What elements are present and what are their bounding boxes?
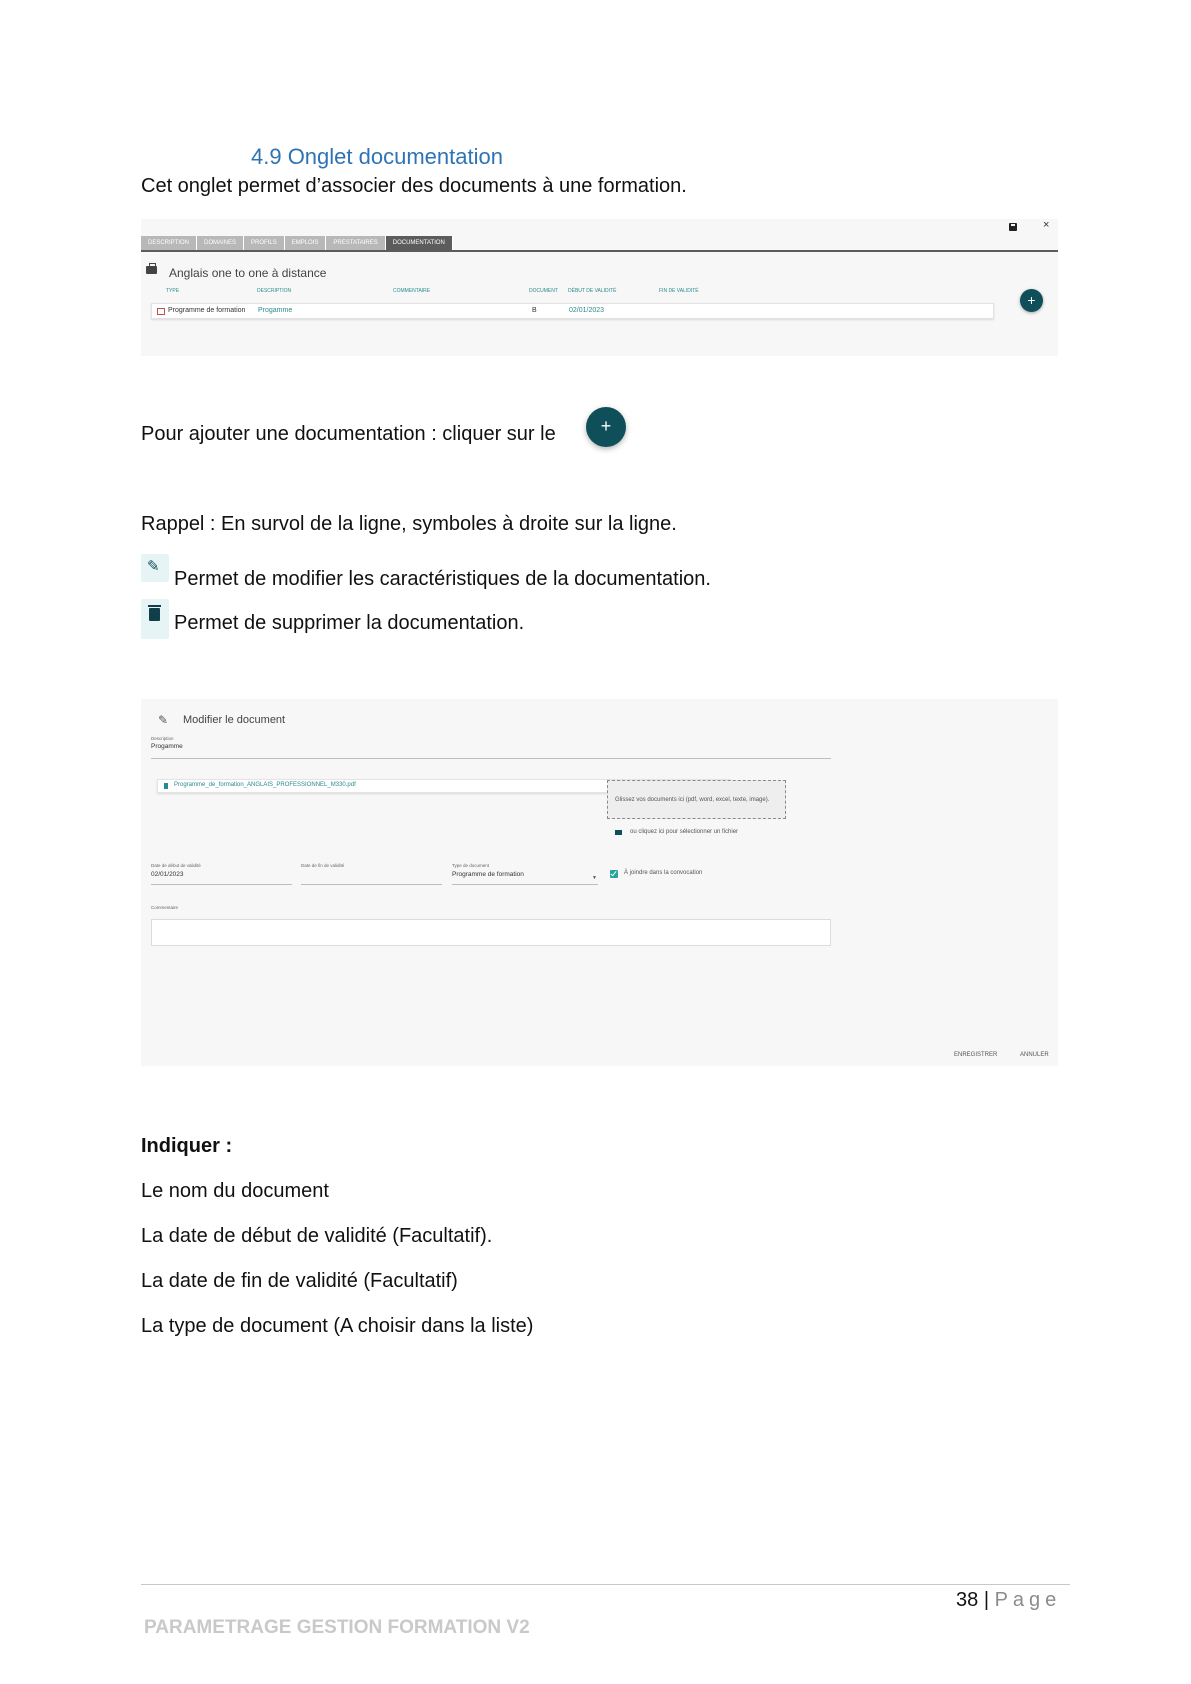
tab-prestataires[interactable]: PRESTATAIRES bbox=[326, 236, 385, 250]
formation-title: Anglais one to one à distance bbox=[169, 266, 327, 280]
trash-icon bbox=[141, 599, 169, 639]
start-date-input[interactable]: 02/01/2023 bbox=[151, 871, 184, 878]
column-header-document[interactable]: DOCUMENT bbox=[529, 288, 558, 294]
tab-underline bbox=[141, 250, 1058, 252]
tab-bar bbox=[141, 236, 453, 250]
edit-description: Permet de modifier les caractéristiques de la documentation. bbox=[174, 568, 711, 590]
doc-type-label: Type de document bbox=[452, 863, 490, 868]
tab-profils[interactable]: PROFILS bbox=[244, 236, 285, 250]
indiquer-title: Indiquer : bbox=[141, 1135, 233, 1157]
file-icon bbox=[164, 783, 168, 789]
join-convocation-label: À joindre dans la convocation bbox=[624, 870, 703, 876]
indiquer-item: La date de début de validité (Facultatif). bbox=[141, 1225, 493, 1247]
file-dropzone[interactable] bbox=[607, 780, 786, 819]
tab-documentation[interactable]: DOCUMENTATION bbox=[386, 236, 453, 250]
edit-document-screenshot bbox=[141, 699, 1058, 1066]
dropzone-text: Glissez vos documents ici (pdf, word, excel, texte, image). bbox=[615, 797, 770, 803]
end-date-underline bbox=[301, 884, 442, 885]
delete-description: Permet de supprimer la documentation. bbox=[174, 612, 525, 634]
footer-divider bbox=[141, 1584, 1070, 1585]
doc-type-underline bbox=[452, 884, 598, 885]
cell-description: Progamme bbox=[258, 307, 293, 314]
tab-description[interactable]: DESCRIPTION bbox=[141, 236, 197, 250]
column-header-debut[interactable]: DÉBUT DE VALIDITÉ bbox=[568, 288, 617, 294]
pencil-icon: ✎ bbox=[158, 713, 169, 727]
reminder-text: Rappel : En survol de la ligne, symboles à droite sur la ligne. bbox=[141, 513, 677, 535]
folder-icon[interactable] bbox=[615, 830, 622, 835]
add-document-button[interactable]: + bbox=[1020, 289, 1043, 312]
comment-label: Commentaire bbox=[151, 905, 179, 910]
description-label: Description bbox=[151, 736, 174, 741]
join-convocation-checkbox[interactable] bbox=[610, 870, 618, 878]
column-header-description[interactable]: DESCRIPTION bbox=[257, 288, 292, 294]
doc-type-select[interactable]: Programme de formation bbox=[452, 871, 524, 878]
description-underline bbox=[151, 758, 831, 759]
cell-document[interactable]: B bbox=[532, 307, 537, 314]
close-icon[interactable]: × bbox=[1043, 219, 1050, 231]
indiquer-item: Le nom du document bbox=[141, 1180, 329, 1202]
indiquer-item: La type de document (A choisir dans la liste) bbox=[141, 1315, 534, 1337]
description-input[interactable]: Progamme bbox=[151, 743, 183, 750]
comment-textarea[interactable] bbox=[151, 919, 831, 946]
indiquer-item: La date de fin de validité (Facultatif) bbox=[141, 1270, 458, 1292]
footer-title: PARAMETRAGE GESTION FORMATION V2 bbox=[144, 1617, 530, 1638]
page-number: 38 bbox=[956, 1589, 979, 1611]
column-header-fin[interactable]: FIN DE VALIDITÉ bbox=[659, 288, 699, 294]
column-header-commentaire[interactable]: COMMENTAIRE bbox=[393, 288, 431, 294]
select-file-link[interactable]: ou cliquez ici pour sélectionner un fichier bbox=[630, 829, 739, 835]
briefcase-icon bbox=[146, 266, 157, 274]
section-intro: Cet onglet permet d’associer des documents à une formation. bbox=[141, 175, 687, 197]
section-title: 4.9 Onglet documentation bbox=[251, 144, 503, 169]
dialog-title: Modifier le document bbox=[183, 714, 286, 726]
cancel-button[interactable]: ANNULER bbox=[1020, 1052, 1049, 1058]
cell-debut: 02/01/2023 bbox=[569, 307, 605, 314]
document-icon bbox=[157, 308, 165, 315]
documentation-tab-screenshot bbox=[141, 219, 1058, 356]
page-separator: | bbox=[983, 1589, 990, 1611]
start-date-underline bbox=[151, 884, 292, 885]
cell-type: Programme de formation bbox=[168, 307, 246, 314]
tab-emplois[interactable]: EMPLOIS bbox=[285, 236, 327, 250]
page-number-block bbox=[956, 1589, 1061, 1612]
column-header-type[interactable]: TYPE bbox=[166, 288, 180, 294]
chevron-down-icon[interactable]: ▼ bbox=[592, 875, 597, 881]
add-instruction: Pour ajouter une documentation : cliquer sur le bbox=[141, 423, 556, 445]
save-icon[interactable] bbox=[1009, 223, 1017, 231]
end-date-label: Date de fin de validité bbox=[301, 863, 345, 868]
add-button-illustration: + bbox=[586, 407, 626, 447]
file-name[interactable]: Programme_de_formation_ANGLAIS_PROFESSIONNEL_M330.pdf bbox=[174, 782, 356, 788]
pencil-icon bbox=[141, 554, 169, 582]
table-row[interactable] bbox=[151, 303, 994, 319]
tab-domaines[interactable]: DOMAINES bbox=[197, 236, 244, 250]
start-date-label: Date de début de validité bbox=[151, 863, 201, 868]
page-word: Page bbox=[994, 1589, 1062, 1611]
save-button[interactable]: ENREGISTRER bbox=[954, 1052, 998, 1058]
